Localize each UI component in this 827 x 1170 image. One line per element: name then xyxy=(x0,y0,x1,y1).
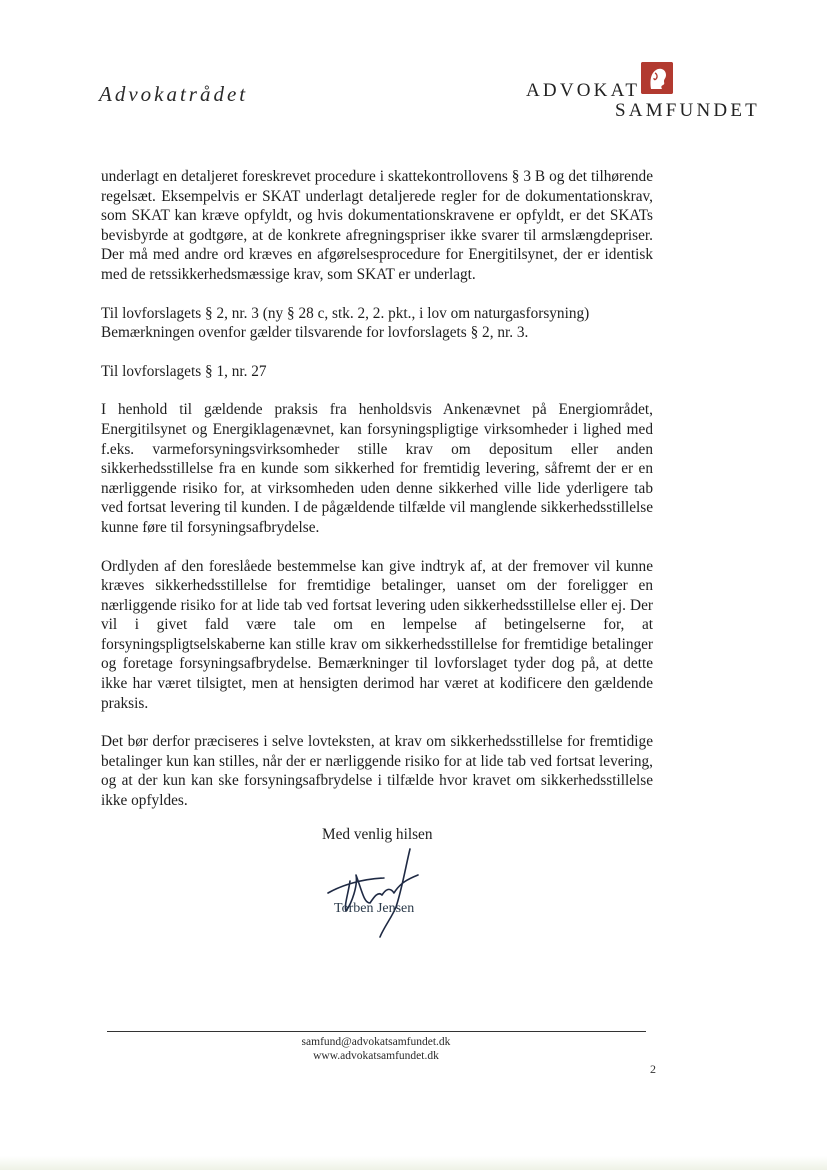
signatory-name: Torben Jensen xyxy=(334,901,415,916)
committee-title: Advokatrådet xyxy=(99,82,249,106)
page-number: 2 xyxy=(650,1062,656,1076)
advokatsamfundet-logo xyxy=(526,62,786,122)
paragraph-2: Til lovforslagets § 2, nr. 3 (ny § 28 c, stk. 2, 2. pkt., i lov om naturgasforsyning) Bemærkningen ovenfor gælder tilsvarende for lovforslagets § 2, nr. 3. xyxy=(101,304,590,342)
paragraph-5: Ordlyden af den foreslåede bestemmelse kan give indtryk af, at der fremover vil kunne kræves sikkerhedsstillelse for fremtidige betalinger, uanset om der foreligger en nærliggende risiko for at lide tab ved fortsat levering uden sikkerhedsstillelse eller ej. Der vil i givet fald være tale om en lempelse af betingelserne for, at forsyningspligtselskaberne kan stille krav om sikkerhedsstillelse for fremtidige betalinger og foretage forsyningsafbrydelse. Bemærkninger til lovforslaget tyder dog på, at dette ikke har været tilsigtet, men at hensigten derimod har været at kodificere den gældende praksis. xyxy=(101,557,653,712)
footer-email: samfund@advokatsamfundet.dk xyxy=(301,1036,451,1048)
paragraph-6: Det bør derfor præciseres i selve lovteksten, at krav om sikkerhedsstillelse for fremtidige betalinger kun kan stilles, når der er nærliggende risiko for at lide tab ved fortsat levering, og at der kun kan ske forsyningsafbrydelse i tilfælde hvor kravet om sikkerhedsstillelse ikke opfyldes. xyxy=(101,733,653,810)
signature-drawing xyxy=(322,845,442,940)
logo-text-samfundet: SAMFUNDET xyxy=(615,100,760,121)
scan-edge xyxy=(0,1156,827,1170)
footer-website: www.advokatsamfundet.dk xyxy=(313,1050,439,1062)
letter-body xyxy=(101,167,653,830)
paragraph-3: Til lovforslagets § 1, nr. 27 xyxy=(101,362,267,380)
logo-text-advokat: ADVOKAT xyxy=(526,80,641,101)
paragraph-1: underlagt en detaljeret foreskrevet procedure i skattekontrollovens § 3 B og det tilhørende regelsæt. Eksempelvis er SKAT underlagt detaljerede regler for de dokumentationskrav, som SKAT kan kræve opfyldt, og hvis dokumentationskravene er opfyldt, er det SKATs bevisbyrde at godtgøre, at de konkrete afregningspriser ikke svarer til armslængdepriser. Der må med andre ord kræves en afgørelsesprocedure for Energitilsynet, der er identisk med de retssikkerhedsmæssige krav, som SKAT er underlagt. xyxy=(101,168,653,283)
profile-head-icon xyxy=(641,62,673,94)
closing-greeting: Med venlig hilsen xyxy=(322,826,433,843)
paragraph-4: I henhold til gældende praksis fra henholdsvis Ankenævnet på Energiområdet, Energitilsynet og Energiklagenævnet, kan forsyningspligtige virksomheder i lighed med f.eks. varmeforsyningsvirksomheder stille krav om depositum eller anden sikkerhedsstillelse fra en kunde som sikkerhed for fremtidig levering, såfremt der er en nærliggende risiko for, at virksomheden uden denne sikkerhed ville lide yderligere tab ved fortsat levering til kunden. I de pågældende tilfælde vil manglende sikkerhedsstillelse kunne føre til forsyningsafbrydelse. xyxy=(101,401,653,536)
footer-divider xyxy=(107,1031,646,1032)
